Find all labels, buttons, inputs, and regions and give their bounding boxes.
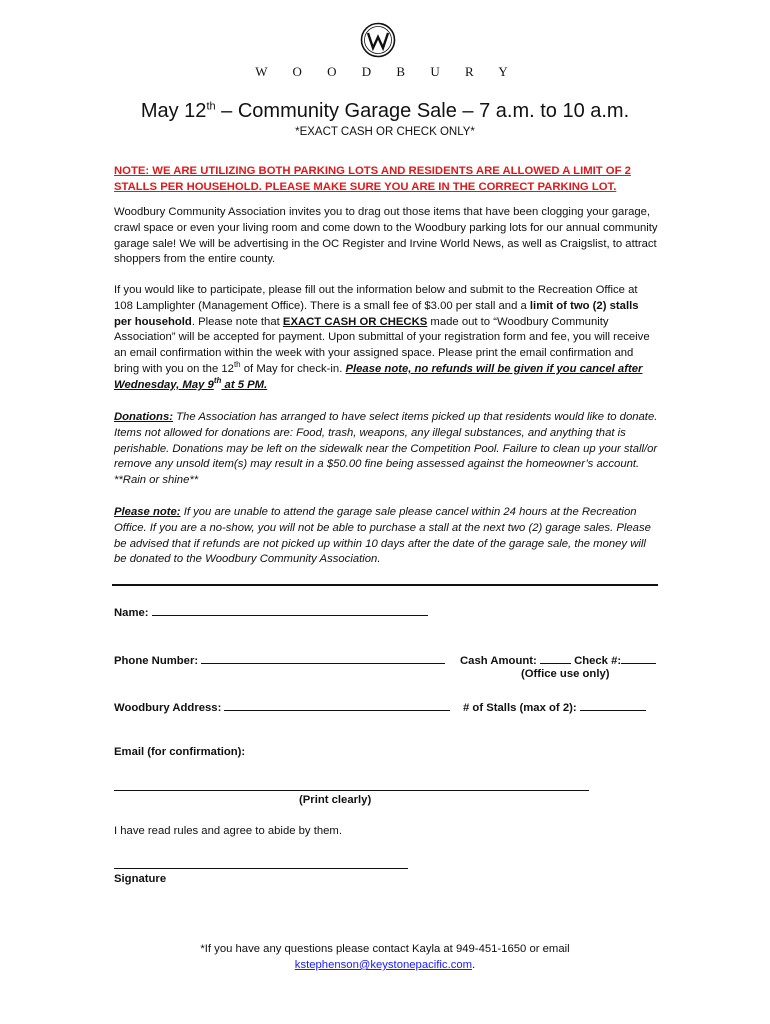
office-use-label: (Office use only): [521, 668, 610, 680]
address-input-line[interactable]: [224, 699, 450, 711]
email-label: Email (for confirmation):: [114, 746, 246, 758]
participation-paragraph: If you would like to participate, please fill out the information below and submit to the Recreation Office at 108 Lamplighter (Management Office). There is a small fee of $3.00 per stall and a limit of two (2) stalls per household. Please note that EXACT CASH OR CHECKS made out to “Woodbury Community Association” will be accepted for payment. Upon submittal of your registration form and fee, you will receive an email confirmation within the week with your assigned space. Please print the email confirmation and bring with you on the 12th of May for check-in. Please note, no refunds will be given if you cancel after Wednesday, May 9th at 5 PM.: [114, 284, 650, 391]
agreement-text: I have read rules and agree to abide by them.: [114, 825, 342, 837]
parking-note: NOTE: WE ARE UTILIZING BOTH PARKING LOTS AND RESIDENTS ARE ALLOWED A LIMIT OF 2 STALLS PER HOUSEHOLD. PLEASE MAKE SURE YOU ARE IN THE CORRECT PARKING LOT.: [114, 165, 631, 193]
payment-subtitle: *EXACT CASH OR CHECK ONLY*: [295, 126, 475, 138]
contact-text: *If you have any questions please contact Kayla at 949-451-1650 or email: [200, 943, 570, 955]
woodbury-logo-icon: [360, 22, 396, 58]
address-field[interactable]: Woodbury Address:: [114, 699, 450, 714]
contact-footer: *If you have any questions please contact Kayla at 949-451-1650 or email kstephenson@keystonepacific.com.: [0, 941, 770, 973]
check-number-line[interactable]: [621, 652, 656, 664]
intro-paragraph: Woodbury Community Association invites you to drag out those items that have been clogging your garage, crawl space or even your living room and come down to the Woodbury parking lots for our annual community garage sale! We will be advertising in the OC Register and Irvine World News, as well as Craigslist, to attract shoppers from the entire county.: [114, 206, 658, 266]
cancellation-paragraph: Please note: If you are unable to attend the garage sale please cancel within 24 hours at the Recreation Office. If you are a no-show, you will not be able to purchase a stall at the next two (2) garage sales. Please be advised that if refunds are not picked up within 10 days after the date of the garage sale, the money will be donated to the Woodbury Community Association.: [114, 506, 651, 566]
cash-amount-field[interactable]: Cash Amount: Check #:: [460, 652, 656, 667]
section-divider: [112, 584, 658, 586]
name-input-line[interactable]: [152, 604, 428, 616]
stalls-input-line[interactable]: [580, 699, 646, 711]
page-title: May 12th – Community Garage Sale – 7 a.m. to 10 a.m.: [140, 100, 630, 122]
phone-field[interactable]: Phone Number:: [114, 652, 445, 667]
phone-input-line[interactable]: [201, 652, 445, 664]
name-field[interactable]: Name:: [114, 604, 428, 619]
brand-name: W O O D B U R Y: [255, 64, 519, 79]
signature-line[interactable]: [114, 868, 408, 869]
cash-amount-line[interactable]: [540, 652, 571, 664]
donations-paragraph: Donations: The Association has arranged to have select items picked up that residents would like to donate. Items not allowed for donations are: Food, trash, weapons, any illegal substances, and anything that is perishable. Donations may be left on the sidewalk near the Competition Pool. Failure to clean up your stall/or remove any unsold item(s) may result in a $50.00 fine being assessed against the homeowner’s account. **Rain or shine**: [114, 411, 658, 487]
print-clearly-label: (Print clearly): [299, 794, 372, 806]
stalls-field[interactable]: # of Stalls (max of 2):: [463, 699, 646, 714]
email-input-line[interactable]: [114, 790, 589, 791]
contact-email-link[interactable]: kstephenson@keystonepacific.com: [294, 959, 473, 971]
signature-label: Signature: [114, 873, 167, 885]
